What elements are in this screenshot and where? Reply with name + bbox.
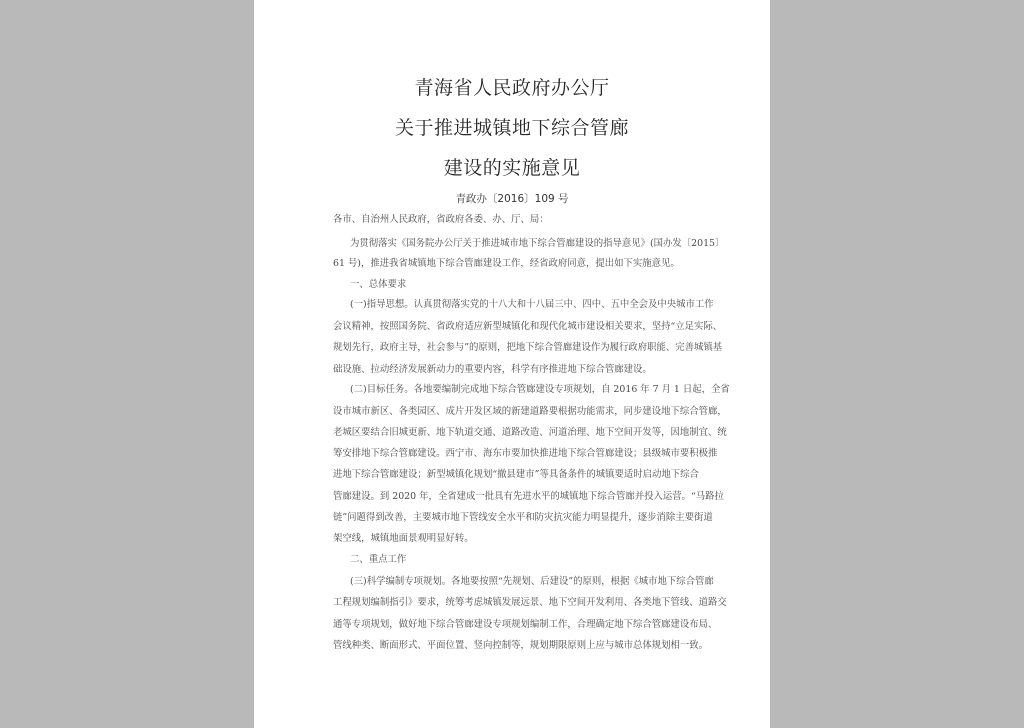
text-line: 筹安排地下综合管廊建设。西宁市、海东市要加快推进地下综合管廊建设；县级城市要积极推 [333, 448, 718, 459]
text-line: 进地下综合管廊建设；新型城镇化规划“撤县建市”等具备条件的城镇要适时启动地下综合 [333, 469, 699, 480]
title-line-3: 建设的实施意见 [443, 157, 581, 179]
text-line: 管线种类、断面形式、平面位置、竖向控制等，规划期限原则上应与城市总体规划相一致。 [333, 640, 709, 651]
section-heading: 二、重点工作 [350, 554, 407, 565]
text-line: 管廊建设。到 2020 年，全省建成一批具有先进水平的城镇地下综合管廊并投入运营。“马路拉 [333, 491, 724, 502]
text-line: (一)指导思想。认真贯彻落实党的十八大和十八届三中、四中、五中全会及中央城市工作 [350, 299, 714, 310]
title-line-1: 青海省人民政府办公厅 [414, 77, 610, 99]
text-line: 工程规划编制指引》要求，统筹考虑城镇发展远景、地下空间开发利用、各类地下管线、道路交 [333, 597, 727, 608]
text-line: 61 号)，推进我省城镇地下综合管廊建设工作，经省政府同意，提出如下实施意见。 [333, 258, 680, 269]
title-line-2: 关于推进城镇地下综合管廊 [394, 117, 629, 139]
section-heading: 一、总体要求 [350, 279, 407, 290]
text-line: 通等专项规划，做好地下综合管廊建设专项规划编制工作，合理确定地下综合管廊建设布局、 [333, 619, 718, 630]
text-line: 链”问题得到改善，主要城市地下管线安全水平和防灾抗灾能力明显提升，逐步消除主要街道 [333, 512, 713, 523]
text-line: (三)科学编制专项规划。各地要按照“先规划、后建设”的原则，根据《城市地下综合管廊 [350, 576, 714, 587]
text-line: 为贯彻落实《国务院办公厅关于推进城市地下综合管廊建设的指导意见》(国办发〔2015〕 [350, 238, 725, 249]
text-line: 规划先行，政府主导，社会参与”的原则，把地下综合管廊建设作为履行政府职能、完善城镇基 [333, 342, 723, 353]
text-line: 架空线，城镇地面景观明显好转。 [333, 533, 474, 544]
text-line: 设市城市新区、各类园区、成片开发区域的新建道路要根据功能需求，同步建设地下综合管廊， [333, 406, 727, 417]
document-number: 青政办〔2016〕109 号 [455, 193, 569, 205]
text-line: 础设施、拉动经济发展新动力的重要内容，科学有序推进地下综合管廊建设。 [333, 364, 652, 375]
salutation: 各市、自治州人民政府，省政府各委、办、厅、局： [333, 214, 549, 225]
document-page [254, 0, 770, 728]
text-line: 会议精神，按照国务院、省政府适应新型城镇化和现代化城市建设相关要求，坚持“立足实际、 [333, 321, 723, 332]
text-line: 老城区要结合旧城更新、地下轨道交通、道路改造、河道治理、地下空间开发等，因地制宜、统 [333, 427, 727, 438]
text-line: (二)目标任务。各地要编制完成地下综合管廊建设专项规划，自 2016 年 7 月 1 日起，全省 [350, 384, 730, 395]
